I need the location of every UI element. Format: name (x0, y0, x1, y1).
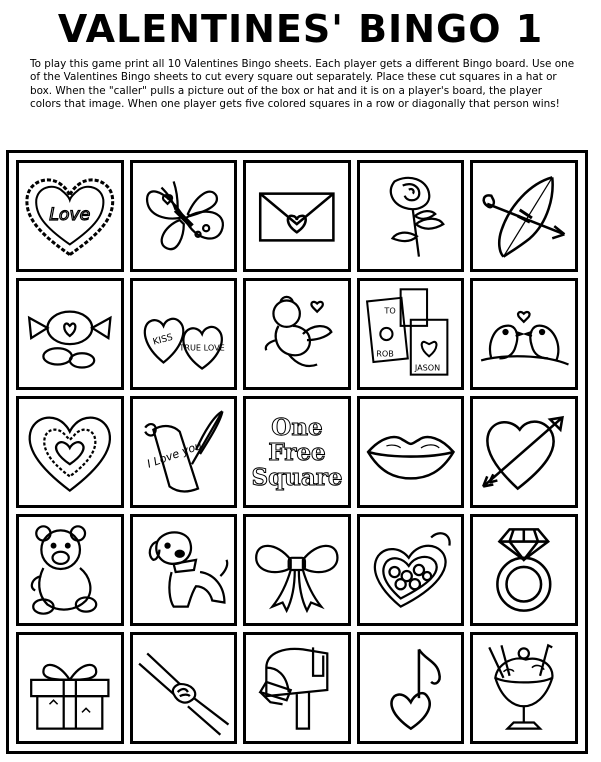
free-square-line-1: One (271, 413, 323, 441)
jason-text: JASON (414, 362, 441, 373)
bingo-cell-love-heart[interactable] (16, 160, 124, 272)
love-letter-quill-icon (133, 399, 235, 505)
bingo-cell-butterfly[interactable] (130, 160, 238, 272)
envelope-heart-icon (246, 163, 348, 269)
diamond-ring-icon (473, 517, 575, 623)
bingo-cell-bow[interactable] (243, 514, 351, 626)
teddy-bear-icon (19, 517, 121, 623)
puppy-icon (133, 517, 235, 623)
bingo-cell-music-note[interactable] (357, 632, 465, 744)
bingo-cell-valentine-cards[interactable] (357, 278, 465, 390)
bingo-cell-candy-hearts[interactable] (130, 278, 238, 390)
rose-icon (360, 163, 462, 269)
bingo-cell-envelope[interactable] (243, 160, 351, 272)
bingo-cell-teddy-bear[interactable] (16, 514, 124, 626)
bingo-cell-lovebirds[interactable] (470, 278, 578, 390)
bingo-cell-lips[interactable] (357, 396, 465, 508)
bingo-cell-chocolate-box[interactable] (357, 514, 465, 626)
bingo-cell-diamond-ring[interactable] (470, 514, 578, 626)
free-square-line-3: Square (251, 463, 343, 491)
bingo-grid (16, 160, 578, 744)
bingo-cell-free-square[interactable] (243, 396, 351, 508)
bingo-cell-mailbox[interactable] (243, 632, 351, 744)
bingo-cell-love-letter[interactable] (130, 396, 238, 508)
bingo-cell-lace-heart[interactable] (16, 396, 124, 508)
cupid-bow-arrow-icon (473, 163, 575, 269)
candy-hearts-icon (133, 281, 235, 387)
music-note-heart-icon (360, 635, 462, 741)
lovebirds-icon (473, 281, 575, 387)
kiss-text: KISS (151, 332, 174, 348)
lips-icon (360, 399, 462, 505)
to-text: TO (384, 305, 396, 316)
bow-icon (246, 517, 348, 623)
free-square-line-2: Free (268, 438, 326, 466)
page-title: VALENTINES' BINGO 1 (57, 7, 544, 51)
cupid-icon (246, 281, 348, 387)
true-love-text: TRUE LOVE (178, 342, 225, 353)
bingo-cell-cupid-bow[interactable] (470, 160, 578, 272)
bingo-cell-puppy[interactable] (130, 514, 238, 626)
instructions-text: To play this game print all 10 Valentines Bingo sheets. Each player gets a different Bingo board. Use one of the Valentines Bingo sheets to cut every square out separately. Place these cut squares in a hat or box. When the "caller" pulls a picture out of the box or hat and it is on a player's board, the player colors that image. When one player gets five colored squares in a row or diagonally that person wins! (30, 58, 575, 110)
bingo-cell-ice-cream-sundae[interactable] (470, 632, 578, 744)
bingo-cell-cupid[interactable] (243, 278, 351, 390)
bingo-cell-rose[interactable] (357, 160, 465, 272)
bingo-cell-gift-box[interactable] (16, 632, 124, 744)
i-love-you-text: I Love you (144, 438, 204, 471)
love-text: Love (49, 205, 91, 226)
free-square-text (246, 399, 348, 505)
candy-icon (19, 281, 121, 387)
lace-heart-icon (19, 399, 121, 505)
bingo-board (6, 150, 588, 754)
mailbox-icon (246, 635, 348, 741)
gift-box-icon (19, 635, 121, 741)
butterfly-icon (133, 163, 235, 269)
heart-arrow-icon (473, 399, 575, 505)
chocolate-box-icon (360, 517, 462, 623)
love-heart-icon (19, 163, 121, 269)
holding-hands-icon (133, 635, 235, 741)
bingo-cell-heart-arrow[interactable] (470, 396, 578, 508)
bingo-cell-holding-hands[interactable] (130, 632, 238, 744)
bingo-cell-candy[interactable] (16, 278, 124, 390)
ice-cream-sundae-icon (473, 635, 575, 741)
valentine-cards-icon (360, 281, 462, 387)
rob-text: ROB (376, 348, 394, 359)
